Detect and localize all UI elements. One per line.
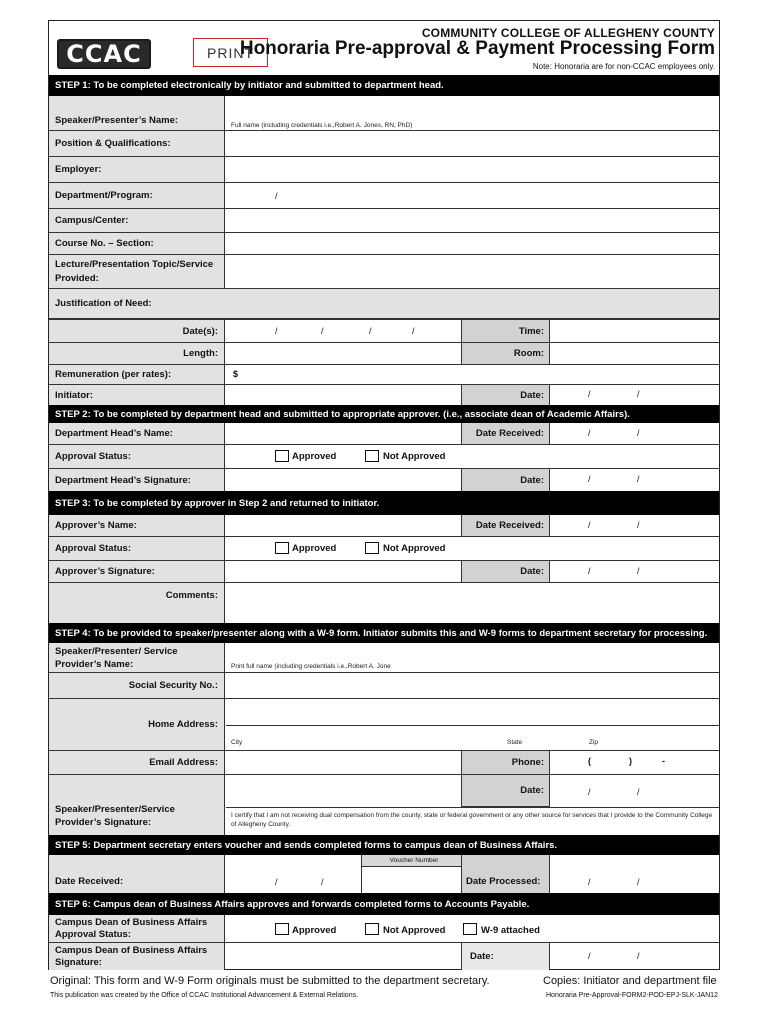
label-email: Email Address:: [49, 751, 225, 774]
dates-slash-2: /: [321, 326, 324, 336]
row-ssn: [49, 673, 719, 699]
step6-bar: STEP 6: Campus dean of Business Affairs approves and forwards completed forms to Accounts Payable.: [49, 893, 719, 915]
department-slash: /: [275, 191, 278, 201]
label-length: Length:: [49, 343, 225, 364]
step5-bar: STEP 5: Department secretary enters voucher and sends completed forms to campus dean of Business Affairs.: [49, 835, 719, 855]
label-approver-signature: Approver’s Signature:: [49, 561, 225, 582]
w9-label: W-9 attached: [481, 925, 540, 936]
label-justification: Justification of Need:: [49, 289, 719, 318]
label-dates: Date(s):: [49, 320, 225, 342]
row-approver-signature: [49, 561, 719, 583]
ssn-input[interactable]: [226, 673, 719, 698]
w9-checkbox[interactable]: [463, 923, 477, 935]
print-button[interactable]: PRINT: [193, 38, 268, 67]
row-justification: [49, 289, 719, 319]
address-line-divider: [226, 725, 719, 726]
label-employer: Employer:: [49, 157, 225, 182]
label-head-name: Department Head’s Name:: [49, 423, 225, 444]
head-sig-slash-2: /: [637, 474, 640, 484]
label-approval-status-2: Approval Status:: [49, 445, 225, 468]
row-head-signature: [49, 469, 719, 491]
label-dean-date: Date:: [461, 943, 550, 970]
ccac-logo: CCAC: [57, 39, 151, 69]
dates-slash-3: /: [369, 326, 372, 336]
topic-input[interactable]: [226, 255, 719, 288]
dp-slash-1: /: [588, 877, 591, 887]
label-campus: Campus/Center:: [49, 209, 225, 232]
label-provider-name: Speaker/Presenter/ Service Provider’s Name:: [49, 643, 225, 672]
label-approver-sig-date: Date:: [461, 561, 550, 582]
position-input[interactable]: [226, 131, 719, 156]
label-initiator: Initiator:: [49, 385, 225, 405]
step2-bar: STEP 2: To be completed by department head and submitted to appropriate approver. (i.e., associate dean of Academic Affairs).: [49, 405, 719, 423]
speaker-name-hint: Full name (including credentials i.e.,Robert A. Jones, RN, PhD): [231, 122, 413, 129]
row-head-name: [49, 423, 719, 445]
phone-paren-close: ): [629, 756, 632, 766]
row-employer: [49, 157, 719, 183]
head-date-slash-2: /: [637, 428, 640, 438]
approved-checkbox-2[interactable]: [275, 450, 289, 462]
row-initiator: [49, 385, 719, 405]
honoraria-form: [48, 20, 720, 970]
not-approved-label-6: Not Approved: [383, 925, 446, 936]
email-input[interactable]: [226, 751, 461, 774]
label-position: Position & Qualifications:: [49, 131, 225, 156]
footer-copies: Copies: Initiator and department file: [543, 975, 717, 987]
label-dean-signature: Campus Dean of Business Affairs Signature:: [49, 943, 225, 970]
dollar-sign: $: [233, 369, 239, 379]
row-remuneration: [49, 365, 719, 385]
step3-bar: STEP 3: To be completed by approver in Step 2 and returned to initiator.: [49, 491, 719, 515]
provider-date-slash-2: /: [637, 787, 640, 797]
label-initiator-date: Date:: [461, 385, 550, 405]
employer-input[interactable]: [226, 157, 719, 182]
room-input[interactable]: [551, 343, 719, 364]
approver-date-slash-2: /: [637, 520, 640, 530]
row-length: [49, 343, 719, 365]
course-input[interactable]: [226, 233, 719, 254]
step4-bar: STEP 4: To be provided to speaker/presenter along with a W-9 form. Initiator submits this and W-9 forms to department secretary for processing.: [49, 623, 719, 643]
row-dates: [49, 319, 719, 343]
state-hint: State: [507, 739, 523, 746]
voucher-number-field[interactable]: [361, 855, 467, 893]
label-department: Department/Program:: [49, 183, 225, 208]
label-remuneration: Remuneration (per rates):: [49, 365, 225, 384]
head-sig-slash-1: /: [588, 474, 591, 484]
row-date-received-5: [49, 855, 719, 893]
provider-date-slash-1: /: [588, 787, 591, 797]
campus-input[interactable]: [226, 209, 719, 232]
row-topic: [49, 255, 719, 289]
row-approval-status-2: [49, 445, 719, 469]
row-dean-approval: [49, 915, 719, 943]
step1-bar: STEP 1: To be completed electronically by initiator and submitted to department head.: [49, 75, 719, 96]
approver-sig-slash-1: /: [588, 566, 591, 576]
certify-text: I certify that I am not receiving dual compensation from the county, state or federal government or any other source for services that I provide to the Community College of Allegheny County.: [231, 812, 713, 828]
label-topic: Lecture/Presentation Topic/Service Provided:: [49, 255, 225, 288]
approver-date-slash-1: /: [588, 520, 591, 530]
label-comments: Comments:: [49, 583, 225, 623]
head-date-slash-1: /: [588, 428, 591, 438]
label-speaker-name: Speaker/Presenter’s Name:: [55, 114, 179, 126]
approved-checkbox-3[interactable]: [275, 542, 289, 554]
label-dean-approval: Campus Dean of Business Affairs Approval Status:: [49, 915, 225, 942]
city-hint: City: [231, 739, 243, 746]
not-approved-checkbox-6[interactable]: [365, 923, 379, 935]
label-date-processed: Date Processed:: [461, 855, 550, 893]
approved-label-3: Approved: [292, 543, 337, 554]
approved-checkbox-6[interactable]: [275, 923, 289, 935]
row-position: [49, 131, 719, 157]
label-date-received-3: Date Received:: [461, 515, 550, 536]
dp-slash-2: /: [637, 877, 640, 887]
not-approved-label-2: Not Approved: [383, 451, 446, 462]
row-comments: [49, 583, 719, 623]
footer-publication: This publication was created by the Office of CCAC Institutional Advancement & External Relations.: [50, 992, 359, 999]
speaker-name-field: [49, 96, 719, 131]
form-note: Note: Honoraria are for non-CCAC employees only.: [532, 62, 715, 71]
footer-original: Original: This form and W-9 Form originals must be submitted to the department secretary.: [50, 975, 490, 987]
label-time: Time:: [461, 320, 550, 342]
row-provider-signature: [49, 775, 719, 835]
label-provider-signature: Speaker/Presenter/Service Provider’s Signature:: [49, 775, 225, 835]
label-ssn: Social Security No.:: [49, 673, 225, 698]
dates-slash-1: /: [275, 326, 278, 336]
dates-slash-4: /: [412, 326, 415, 336]
label-provider-date: Date:: [461, 775, 550, 807]
label-course: Course No. – Section:: [49, 233, 225, 254]
row-home-address: [49, 699, 719, 751]
dr5-slash-2: /: [321, 877, 324, 887]
initiator-date-slash-2: /: [637, 389, 640, 399]
dean-date-slash-2: /: [637, 951, 640, 961]
college-name: COMMUNITY COLLEGE OF ALLEGHENY COUNTY: [421, 26, 715, 40]
phone-paren-open: (: [588, 756, 591, 766]
row-department: [49, 183, 719, 209]
label-approver-name: Approver’s Name:: [49, 515, 225, 536]
signature-divider: [226, 807, 719, 808]
row-approver-name: [49, 515, 719, 537]
label-room: Room:: [461, 343, 550, 364]
zip-hint: Zip: [589, 739, 599, 746]
label-date-received-2: Date Received:: [461, 423, 550, 444]
speaker-name-input[interactable]: [226, 96, 719, 130]
form-title: Honoraria Pre-approval & Payment Processing Form: [239, 38, 715, 59]
department-input[interactable]: [226, 183, 719, 208]
approved-label-6: Approved: [292, 925, 337, 936]
label-approval-status-3: Approval Status:: [49, 537, 225, 560]
label-date-received-5: Date Received:: [49, 855, 225, 893]
row-dean-signature: [49, 943, 719, 970]
label-phone: Phone:: [461, 751, 550, 774]
form-header: [49, 21, 719, 75]
row-provider-name: [49, 643, 719, 673]
dr5-slash-1: /: [275, 877, 278, 887]
time-input[interactable]: [551, 320, 719, 342]
not-approved-checkbox-2[interactable]: [365, 450, 379, 462]
not-approved-label-3: Not Approved: [383, 543, 446, 554]
row-course: [49, 233, 719, 255]
dean-date-slash-1: /: [588, 951, 591, 961]
row-email: [49, 751, 719, 775]
provider-name-hint: Print full name (including credentials i.e.,Robert A. Jone: [231, 663, 391, 670]
label-head-signature: Department Head’s Signature:: [49, 469, 225, 491]
approver-sig-slash-2: /: [637, 566, 640, 576]
label-home-address: Home Address:: [49, 699, 225, 750]
row-campus: [49, 209, 719, 233]
footer-code: Honoraria Pre-Approval-FORM2-POD-EPJ-SLK-JAN12: [546, 992, 718, 999]
comments-input[interactable]: [226, 583, 719, 623]
voucher-number-label: Voucher Number: [362, 855, 466, 867]
initiator-date-slash-1: /: [588, 389, 591, 399]
row-approval-status-3: [49, 537, 719, 561]
approved-label-2: Approved: [292, 451, 337, 462]
label-head-sig-date: Date:: [461, 469, 550, 491]
not-approved-checkbox-3[interactable]: [365, 542, 379, 554]
phone-dash: -: [662, 756, 665, 766]
